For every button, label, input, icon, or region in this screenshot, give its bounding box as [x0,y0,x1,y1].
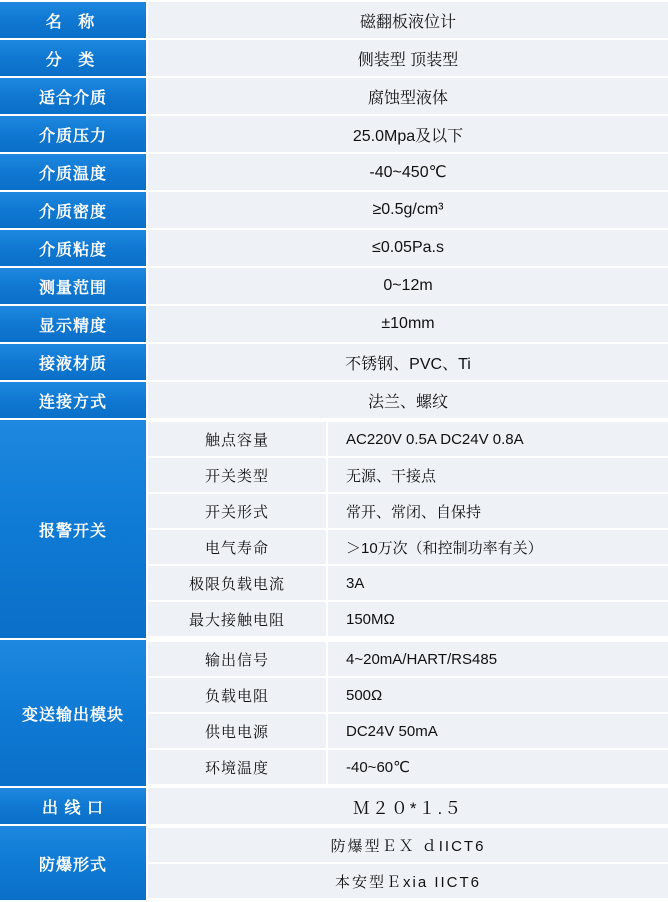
alarm-value-electrical-life: ＞10万次（和控制功率有关） [328,530,668,564]
row-label-outlet: 出 线 口 [0,788,148,824]
alarm-key-contact-capacity: 触点容量 [148,422,328,456]
transmitter-key-power-supply: 供电电源 [148,714,328,748]
row-label-viscosity: 介质粘度 [0,230,148,266]
row-value-name: 磁翻板液位计 [148,2,668,38]
row-label-category: 分 类 [0,40,148,76]
table-row-group-transmitter [0,640,668,786]
list-item [148,566,668,600]
row-label-density: 介质密度 [0,192,148,228]
transmitter-subtable [148,640,668,786]
row-value-medium: 腐蚀型液体 [148,78,668,114]
row-label-connection: 连接方式 [0,382,148,418]
alarm-key-electrical-life: 电气寿命 [148,530,328,564]
transmitter-value-power-supply: DC24V 50mA [328,714,668,748]
row-label-range: 测量范围 [0,268,148,304]
row-value-density: ≥0.5g/cm³ [148,192,668,228]
row-value-pressure: 25.0Mpa及以下 [148,116,668,152]
explosion-proof-type-ex: 防爆型ＥＸ ｄIICT6 [148,828,668,862]
row-value-category: 侧装型 顶装型 [148,40,668,76]
transmitter-value-ambient-temperature: -40~60℃ [328,750,668,784]
row-value-outlet: Ｍ２０*１.５ [148,788,668,824]
explosion-proof-subtable [148,826,668,900]
row-label-medium: 适合介质 [0,78,148,114]
list-item [148,530,668,564]
list-item [148,642,668,676]
row-value-viscosity: ≤0.05Pa.s [148,230,668,266]
list-item [148,494,668,528]
table-row [0,40,668,76]
row-value-accuracy: ±10mm [148,306,668,342]
table-row [0,230,668,266]
transmitter-key-load-resistance: 负载电阻 [148,678,328,712]
table-row [0,344,668,380]
row-label-pressure: 介质压力 [0,116,148,152]
list-item [148,678,668,712]
transmitter-key-output-signal: 输出信号 [148,642,328,676]
table-row [0,382,668,418]
group-content-explosion-proof [148,826,668,900]
alarm-value-switch-form: 常开、常闭、自保持 [328,494,668,528]
list-item [148,828,668,862]
list-item [148,602,668,636]
group-content-transmitter-module [148,640,668,786]
group-label-alarm-switch: 报警开关 [0,420,148,638]
alarm-switch-subtable [148,420,668,638]
alarm-key-switch-type: 开关类型 [148,458,328,492]
transmitter-value-output-signal: 4~20mA/HART/RS485 [328,642,668,676]
group-label-transmitter-module: 变送输出模块 [0,640,148,786]
group-label-explosion-proof: 防爆形式 [0,826,148,900]
row-label-name: 名 称 [0,2,148,38]
table-row [0,788,668,824]
transmitter-value-load-resistance: 500Ω [328,678,668,712]
row-value-wetted-material: 不锈钢、PVC、Ti [148,344,668,380]
list-item [148,864,668,898]
list-item [148,750,668,784]
row-label-accuracy: 显示精度 [0,306,148,342]
list-item [148,458,668,492]
row-value-connection: 法兰、螺纹 [148,382,668,418]
row-label-wetted-material: 接液材质 [0,344,148,380]
table-row [0,78,668,114]
row-value-range: 0~12m [148,268,668,304]
alarm-value-contact-capacity: AC220V 0.5A DC24V 0.8A [328,422,668,456]
alarm-key-max-contact-resistance: 最大接触电阻 [148,602,328,636]
table-row [0,2,668,38]
table-row-group-explosion-proof [0,826,668,900]
explosion-proof-type-exia: 本安型Ｅxia IICT6 [148,864,668,898]
table-row [0,154,668,190]
table-row [0,306,668,342]
list-item [148,422,668,456]
row-label-temperature: 介质温度 [0,154,148,190]
table-row [0,268,668,304]
transmitter-key-ambient-temperature: 环境温度 [148,750,328,784]
table-row [0,192,668,228]
alarm-key-switch-form: 开关形式 [148,494,328,528]
alarm-value-switch-type: 无源、干接点 [328,458,668,492]
row-value-temperature: -40~450℃ [148,154,668,190]
alarm-key-max-load-current: 极限负载电流 [148,566,328,600]
table-row [0,116,668,152]
alarm-value-max-load-current: 3A [328,566,668,600]
group-content-alarm-switch [148,420,668,638]
list-item [148,714,668,748]
alarm-value-max-contact-resistance: 150MΩ [328,602,668,636]
table-row-group-alarm-switch [0,420,668,638]
